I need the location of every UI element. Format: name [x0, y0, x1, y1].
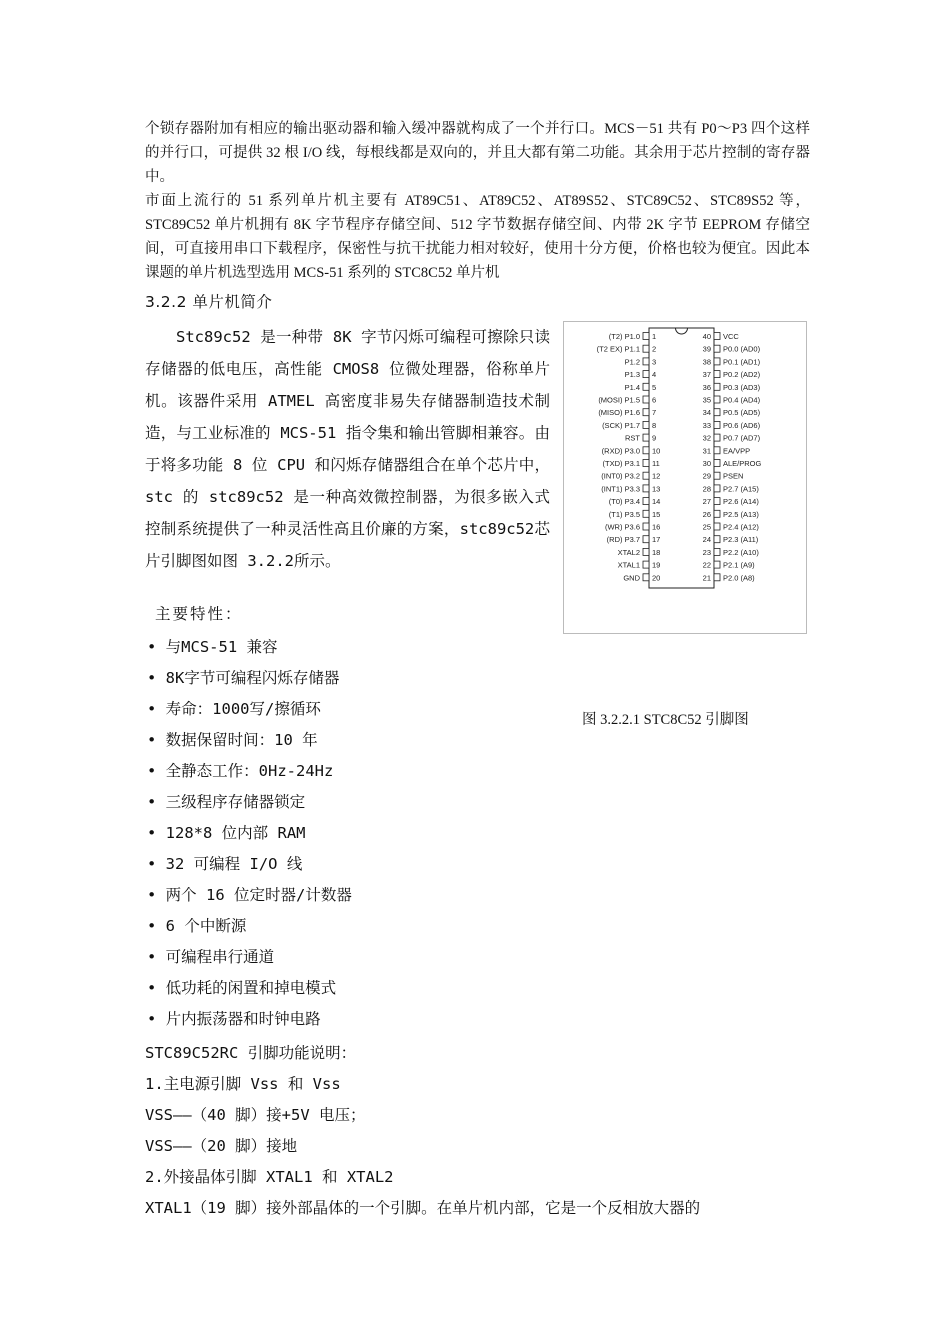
right-pin [714, 396, 720, 403]
left-pin-number: 6 [652, 395, 657, 405]
left-pin-label: P1.3 [624, 370, 640, 380]
left-pin [643, 548, 649, 555]
right-pin [714, 472, 720, 479]
right-pin-label: P0.3 (AD3) [723, 382, 761, 392]
right-pin-label: P2.7 (A15) [723, 484, 759, 494]
xtal1-description: XTAL1（19 脚）接外部晶体的一个引脚。在单片机内部，它是一个反相放大器的 [145, 1199, 701, 1217]
left-pin-label: (RXD) P3.0 [601, 446, 640, 456]
right-pin-number: 39 [702, 344, 711, 354]
left-pin [643, 523, 649, 530]
left-pin-number: 9 [652, 433, 657, 443]
right-pin-number: 27 [702, 497, 711, 507]
paragraph-mcu-selection: 市面上流行的 51 系列单片机主要有 AT89C51、AT89C52、AT89S52、STC89C52、STC89S52 等，STC89C52 单片机拥有 8K 字节程序存储空间、512 字节数据存储空间、内带 2K 字节 EEPROM 存储空间，可直接用串口下载程序，保密性与抗干扰能力相对较好，使用十分方便，价格也较为便宜。因此本课题的单片机选型选用 MCS-51 系列的 STC8C52 单片机 [145, 193, 810, 281]
left-pin [643, 472, 649, 479]
left-pin [643, 358, 649, 365]
left-pin-label: P1.4 [624, 382, 640, 392]
left-pin-number: 17 [652, 535, 661, 545]
vss-40-line: VSS——（40 脚）接+5V 电压； [145, 1106, 366, 1124]
right-pin [714, 485, 720, 492]
left-pin-number: 13 [652, 484, 661, 494]
right-pin-label: EA/VPP [723, 446, 751, 456]
right-pin-number: 22 [702, 560, 711, 570]
right-pin-label: P2.1 (A9) [723, 560, 755, 570]
vss-20-line: VSS——（20 脚）接地 [145, 1137, 298, 1155]
right-pin-number: 28 [702, 484, 711, 494]
right-pin [714, 561, 720, 568]
left-pin-label: (RD) P3.7 [606, 535, 640, 545]
right-pin-label: P2.3 (A11) [723, 535, 759, 545]
right-pin-number: 21 [702, 573, 711, 583]
right-pin [714, 536, 720, 543]
left-pin [643, 561, 649, 568]
feature-item: • 可编程串行通道 [147, 942, 352, 973]
feature-item: • 数据保留时间：10 年 [147, 725, 352, 756]
left-pin-number: 10 [652, 446, 661, 456]
left-pin-label: (WR) P3.6 [604, 522, 640, 532]
right-pin-number: 23 [702, 547, 711, 557]
left-pin [643, 421, 649, 428]
feature-item: • 寿命：1000写/擦循环 [147, 694, 352, 725]
pin-description-title: STC89C52RC 引脚功能说明： [145, 1044, 357, 1062]
right-pin-label: P0.2 (AD2) [723, 370, 761, 380]
left-pin [643, 485, 649, 492]
left-pin-number: 18 [652, 547, 661, 557]
left-pin-label: (T2 EX) P1.1 [596, 344, 640, 354]
feature-item: • 与MCS-51 兼容 [147, 632, 352, 663]
crystal-pin-heading: 2.外接晶体引脚 XTAL1 和 XTAL2 [145, 1168, 394, 1186]
top-paragraphs [145, 117, 810, 285]
right-pin-number: 38 [702, 357, 711, 367]
intro-block [145, 321, 550, 577]
left-pin-number: 3 [652, 357, 657, 367]
left-pin-label: RST [625, 433, 640, 443]
right-pin-number: 33 [702, 420, 711, 430]
figure-caption: 图 3.2.2.1 STC8C52 引脚图 [582, 712, 749, 728]
left-pin-label: (INT0) P3.2 [601, 471, 640, 481]
features-list [147, 632, 352, 1035]
feature-item: • 全静态工作：0Hz-24Hz [147, 756, 352, 787]
right-pin-label: P2.4 (A12) [723, 522, 759, 532]
right-pin [714, 409, 720, 416]
right-pin-label: P0.4 (AD4) [723, 395, 761, 405]
left-pin-label: (SCK) P1.7 [602, 420, 640, 430]
left-pin-number: 8 [652, 420, 657, 430]
left-pin-number: 7 [652, 408, 657, 418]
right-pin-number: 26 [702, 509, 711, 519]
intro-paragraph: Stc89c52 是一种带 8K 字节闪烁可编程可擦除只读存储器的低电压，高性能 CMOS8 位微处理器，俗称单片机。该器件采用 ATMEL 高密度非易失存储器制造技术制造，与工业标准的 MCS-51 指令集和输出管脚相兼容。由于将多功能 8 位 CPU 和闪烁存储器组合在单个芯片中，stc 的 stc89c52 是一种高效微控制器，为很多嵌入式控制系统提供了一种灵活性高且价廉的方案，stc89c52芯片引脚图如图 3.2.2所示。 [145, 328, 550, 570]
pin-description-section [145, 1038, 813, 1224]
right-pin-label: P2.2 (A10) [723, 547, 759, 557]
right-pin-label: P0.1 (AD1) [723, 357, 761, 367]
feature-item: • 128*8 位内部 RAM [147, 818, 352, 849]
right-pin [714, 434, 720, 441]
right-pin-label: VCC [723, 332, 739, 341]
right-pin [714, 548, 720, 555]
right-pin-number: 35 [702, 395, 711, 405]
right-pin [714, 574, 720, 581]
left-pin [643, 574, 649, 581]
left-pin [643, 345, 649, 352]
right-pin-number: 29 [702, 471, 711, 481]
right-pin-label: P2.5 (A13) [723, 509, 759, 519]
feature-item: • 低功耗的闲置和掉电模式 [147, 973, 352, 1004]
left-pin-label: P1.2 [624, 357, 640, 367]
left-pin [643, 396, 649, 403]
left-pin-label: (INT1) P3.3 [601, 484, 640, 494]
feature-item: • 两个 16 位定时器/计数器 [147, 880, 352, 911]
left-pin-label: XTAL2 [617, 547, 640, 557]
left-pin-number: 4 [652, 370, 657, 380]
right-pin-label: P0.6 (AD6) [723, 420, 761, 430]
left-pin [643, 447, 649, 454]
feature-item: • 三级程序存储器锁定 [147, 787, 352, 818]
left-pin-number: 14 [652, 497, 661, 507]
right-pin [714, 510, 720, 517]
feature-item: • 6 个中断源 [147, 911, 352, 942]
right-pin-number: 24 [702, 535, 711, 545]
left-pin [643, 460, 649, 467]
right-pin-label: P2.0 (A8) [723, 573, 755, 583]
left-pin [643, 371, 649, 378]
right-pin [714, 358, 720, 365]
left-pin [643, 383, 649, 390]
left-pin-label: (MOSI) P1.5 [598, 395, 640, 405]
left-pin-number: 1 [652, 332, 657, 341]
right-pin-label: P2.6 (A14) [723, 497, 759, 507]
left-pin-number: 19 [652, 560, 661, 570]
right-pin-number: 37 [702, 370, 711, 380]
right-pin [714, 371, 720, 378]
right-pin [714, 333, 720, 340]
right-pin-number: 31 [702, 446, 711, 456]
pin-diagram [564, 322, 806, 633]
left-pin [643, 434, 649, 441]
right-pin-label: PSEN [723, 471, 744, 481]
right-pin [714, 498, 720, 505]
right-pin-number: 36 [702, 382, 711, 392]
left-pin [643, 498, 649, 505]
right-pin-label: P0.5 (AD5) [723, 408, 761, 418]
right-pin-number: 34 [702, 408, 711, 418]
left-pin-label: (T0) P3.4 [608, 497, 640, 507]
power-pin-heading: 1.主电源引脚 Vss 和 Vss [145, 1075, 341, 1093]
right-pin-label: P0.7 (AD7) [723, 433, 761, 443]
left-pin [643, 409, 649, 416]
right-pin-number: 30 [702, 459, 711, 468]
feature-item: • 32 可编程 I/O 线 [147, 849, 352, 880]
left-pin-label: (MISO) P1.6 [598, 408, 640, 418]
right-pin [714, 447, 720, 454]
right-pin [714, 523, 720, 530]
features-title: 主要特性： [155, 605, 243, 623]
section-heading: 3.2.2 单片机简介 [145, 293, 273, 311]
right-pin [714, 345, 720, 352]
left-pin-label: GND [623, 573, 640, 583]
right-pin-label: P0.0 (AD0) [723, 344, 761, 354]
right-pin-number: 25 [702, 522, 711, 532]
left-pin-number: 15 [652, 509, 661, 519]
left-pin-label: (T1) P3.5 [608, 509, 640, 519]
left-pin-number: 20 [652, 573, 661, 583]
pin-diagram-figure [563, 321, 807, 634]
left-pin [643, 510, 649, 517]
feature-item: • 片内振荡器和时钟电路 [147, 1004, 352, 1035]
left-pin-number: 12 [652, 471, 661, 481]
left-pin-number: 2 [652, 344, 657, 354]
right-pin-label: ALE/PROG [723, 459, 762, 468]
left-pin-label: (T2) P1.0 [608, 332, 640, 341]
left-pin [643, 333, 649, 340]
right-pin [714, 421, 720, 428]
right-pin [714, 460, 720, 467]
paragraph-parallel-ports: 个锁存器附加有相应的输出驱动器和输入缓冲器就构成了一个并行口。MCS－51 共有 P0～P3 四个这样的并行口，可提供 32 根 I/O 线，每根线都是双向的，并且大都有第二功能。其余用于芯片控制的寄存器中。 [145, 121, 810, 185]
left-pin-number: 16 [652, 522, 661, 532]
left-pin-number: 5 [652, 382, 657, 392]
left-pin [643, 536, 649, 543]
right-pin-number: 40 [702, 332, 711, 341]
left-pin-number: 11 [652, 459, 660, 468]
right-pin [714, 383, 720, 390]
left-pin-label: XTAL1 [617, 560, 640, 570]
right-pin-number: 32 [702, 433, 711, 443]
feature-item: • 8K字节可编程闪烁存储器 [147, 663, 352, 694]
left-pin-label: (TXD) P3.1 [602, 459, 640, 468]
